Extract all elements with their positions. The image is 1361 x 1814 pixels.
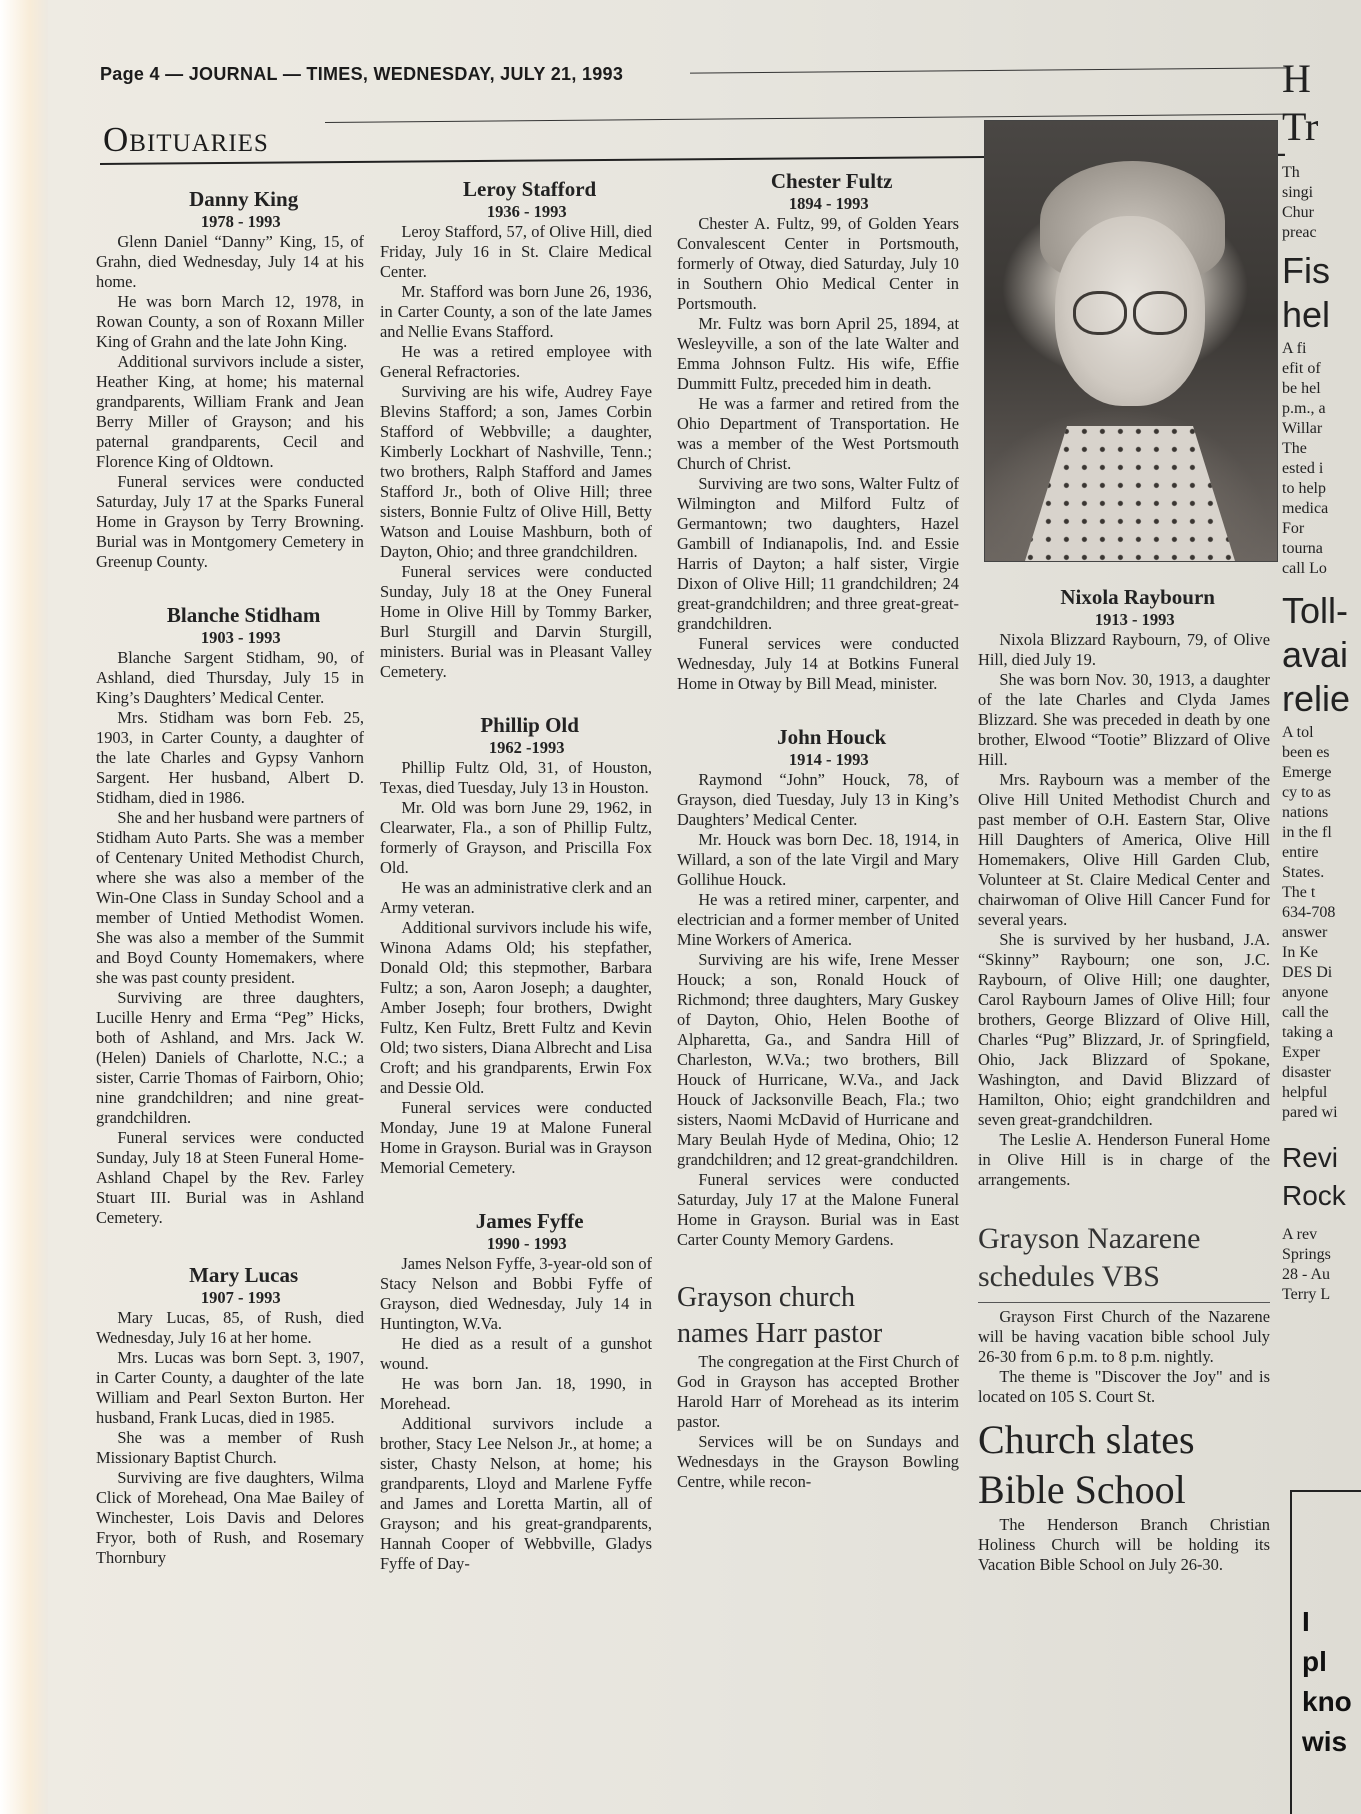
- strip-line: entire: [1282, 844, 1319, 861]
- obituary-dates: 1936 - 1993: [486, 202, 567, 221]
- obituary-paragraph: Additional survivors include his wife, Winona Adams Old; his stepfather, Donald Old; this stepmother, Barbara Fultz; a son, Aaron Joseph; a daughter, Amber Joseph; four brothers, Dwight Fultz, Ken Fultz, Brett Fultz and Kevin Old; two sisters, Diana Albrecht and Lisa Croft; and his grandparents, Erwin Fox and Dessie Old.: [380, 918, 652, 1097]
- strip-line: singi: [1282, 184, 1314, 201]
- obituary-paragraph: He was a farmer and retired from the Ohio Department of Transportation. He was a member of the West Portsmouth Church of Christ.: [677, 394, 959, 473]
- obituary-paragraph: James Nelson Fyffe, 3-year-old son of Stacy Nelson and Bobbi Fyffe of Grayson, died Wednesday, July 14 in Huntington, W.Va.: [380, 1254, 652, 1333]
- strip-line: Terry L: [1282, 1286, 1331, 1303]
- strip-line: In Ke: [1282, 944, 1318, 961]
- obituary-name: Phillip Old: [480, 713, 579, 737]
- strip-line: Toll-: [1282, 590, 1349, 631]
- strip-line: Emerge: [1282, 764, 1332, 781]
- strip-line: cy to as: [1282, 784, 1331, 801]
- obituary-paragraph: Mr. Fultz was born April 25, 1894, at Wesleyville, a son of the late Walter and Emma Johnson Fultz. His wife, Effie Dummitt Fultz, preceded him in death.: [677, 314, 959, 393]
- strip-line: The t: [1282, 884, 1316, 901]
- strip-line: A rev: [1282, 1226, 1318, 1243]
- obituary-paragraph: Mr. Houck was born Dec. 18, 1914, in Willard, a son of the late Virgil and Mary Gollihue Houck.: [677, 830, 959, 889]
- strip-line: H: [1282, 56, 1311, 101]
- box-line: I: [1302, 1606, 1310, 1637]
- strip-line: taking a: [1282, 1024, 1334, 1041]
- obituary-name: Chester Fultz: [770, 169, 893, 193]
- obituary-paragraph: Additional survivors include a brother, Stacy Lee Nelson Jr., at home; a sister, Chasty Nelson, at home; his grandparents, Lloyd and Marlene Fyffe and James and Loretta Martin, all of Grayson; and his great-grandparents, Hannah Cooper of Webbville, Gladys Fyffe of Day-: [380, 1414, 652, 1573]
- strip-line: been es: [1282, 744, 1330, 761]
- article-paragraph: The theme is "Discover the Joy" and is located on 105 S. Court St.: [978, 1367, 1270, 1406]
- obituary-paragraph: Raymond “John” Houck, 78, of Grayson, died Tuesday, July 13 in King’s Daughters’ Medical Center.: [677, 770, 959, 829]
- headline-line: Grayson Nazarene: [978, 1222, 1201, 1255]
- strip-line: A tol: [1282, 724, 1314, 741]
- obituary-dates: 1978 - 1993: [200, 212, 281, 231]
- headline-line: Bible School: [978, 1467, 1186, 1512]
- strip-line: DES Di: [1282, 964, 1333, 981]
- strip-fragment: [1282, 339, 1361, 579]
- strip-line: call Lo: [1282, 560, 1327, 577]
- obituary-paragraph: Funeral services were conducted Saturday, July 17 at the Sparks Funeral Home in Grayson by Terry Browning. Burial was in Montgomery Cemetery in Greenup County.: [96, 472, 364, 571]
- obituary: [978, 584, 1270, 1190]
- obituary: [96, 602, 364, 1228]
- obituary-paragraph: She was a member of Rush Missionary Baptist Church.: [96, 1428, 364, 1467]
- strip-line: The: [1282, 440, 1307, 457]
- obituary-paragraph: He was born Jan. 18, 1990, in Morehead.: [380, 1374, 652, 1413]
- obituary-paragraph: Mrs. Lucas was born Sept. 3, 1907, in Carter County, a daughter of the late William and Pearl Sexton Burton. Her husband, Frank Lucas, died in 1985.: [96, 1348, 364, 1427]
- strip-line: avai: [1282, 634, 1349, 675]
- strip-line: Tr: [1282, 104, 1319, 149]
- headline-line: Church slates: [978, 1417, 1195, 1462]
- strip-line: Fis: [1282, 250, 1330, 291]
- portrait-photo: [984, 120, 1278, 562]
- strip-line: efit of: [1282, 360, 1321, 377]
- strip-line: Exper: [1282, 1044, 1321, 1061]
- obituary-paragraph: He was a retired employee with General Refractories.: [380, 342, 652, 381]
- obituary-paragraph: He was an administrative clerk and an Army veteran.: [380, 878, 652, 917]
- obituary-paragraph: She is survived by her husband, J.A. “Skinny” Raybourn; one son, J.C. Raybourn, of Olive Hill; one daughter, Carol Raybourn James of Olive Hill; four brothers, George Blizzard of Olive Hill, Charles “Pug” Blizzard, Jr. of Springfield, Ohio, Jack Blizzard of Spokane, Washington, and David Blizzard of Hamilton, Ohio; eight grandchildren and seven great-grandchildren.: [978, 930, 1270, 1129]
- strip-line: be hel: [1282, 380, 1321, 397]
- page-folio: Page 4 — JOURNAL — TIMES, WEDNESDAY, JULY 21, 1993: [100, 64, 624, 84]
- obituary-dates: 1903 - 1993: [200, 628, 281, 647]
- obituary-paragraph: She and her husband were partners of Stidham Auto Parts. She was a member of Centenary United Methodist Church, where she was also a member of the Win-One Class in Sunday School and a member of Untied Methodist Women. She was also a member of the Summit and Boyd County Homemakers, where she was past county president.: [96, 808, 364, 987]
- strip-line: anyone: [1282, 984, 1329, 1001]
- obituary-paragraph: Funeral services were conducted Sunday, July 18 at Steen Funeral Home-Ashland Chapel by the Rev. Farley Stuart III. Burial was in Ashland Cemetery.: [96, 1128, 364, 1227]
- strip-fragment: [1282, 1225, 1361, 1305]
- strip-line: For: [1282, 520, 1305, 537]
- strip-line: Th: [1282, 164, 1300, 181]
- obituary: [380, 1208, 652, 1574]
- obituary-name: James Fyffe: [475, 1209, 584, 1233]
- obituary-paragraph: Mr. Old was born June 29, 1962, in Clearwater, Fla., a son of Phillip Fultz, formerly of Grayson, and Priscilla Fox Old.: [380, 798, 652, 877]
- obituary-name: Danny King: [189, 187, 299, 211]
- strip-line: disaster: [1282, 1064, 1331, 1081]
- obituary-dates: 1894 - 1993: [788, 194, 869, 213]
- photo-collar: [1025, 426, 1235, 561]
- obituary-paragraph: Blanche Sargent Stidham, 90, of Ashland, died Thursday, July 15 in King’s Daughters’ Medical Center.: [96, 648, 364, 707]
- strip-line: in the fl: [1282, 824, 1332, 841]
- obituary-dates: 1962 -1993: [488, 738, 565, 757]
- obituary-paragraph: Leroy Stafford, 57, of Olive Hill, died Friday, July 16 in St. Claire Medical Center.: [380, 222, 652, 281]
- strip-line: 28 - Au: [1282, 1266, 1330, 1283]
- obituary-paragraph: He was born March 12, 1978, in Rowan County, a son of Roxann Miller King of Grahn and the late John King.: [96, 292, 364, 351]
- article-paragraph: Services will be on Sundays and Wednesdays in the Grayson Bowling Centre, while recon-: [677, 1432, 959, 1491]
- section-title: Obituaries: [103, 120, 269, 159]
- obituary-paragraph: Additional survivors include a sister, Heather King, at home; his maternal grandparents, William Frank and Jean Berry Miller of Grayson; and his paternal grandparents, Cecil and Florence King of Oldtown.: [96, 352, 364, 471]
- headline-line: schedules VBS: [978, 1260, 1160, 1293]
- obituary-paragraph: Phillip Fultz Old, 31, of Houston, Texas, died Tuesday, July 13 in Houston.: [380, 758, 652, 797]
- strip-line: ested i: [1282, 460, 1324, 477]
- obituary-paragraph: She was born Nov. 30, 1913, a daughter of the late Charles and Clyda James Blizzard. She was preceded in death by one brother, Elwood “Tootie” Blizzard of Olive Hill.: [978, 670, 1270, 769]
- strip-line: 634-708: [1282, 904, 1336, 921]
- obituary-name: Leroy Stafford: [463, 177, 597, 201]
- obituary: [96, 1262, 364, 1568]
- article-headline: [978, 1415, 1270, 1515]
- box-line: kno: [1302, 1686, 1352, 1717]
- strip-fragment: [1282, 55, 1361, 151]
- obituary: [677, 168, 959, 694]
- strip-line: relie: [1282, 678, 1351, 719]
- obituary-paragraph: Surviving are his wife, Irene Messer Houck; a son, Ronald Houck of Richmond; three daughters, Mary Guskey of Dayton, Ohio, Helen Boothe of Alpharetta, Ga., and Sandra Hill of Charleston, W.Va.; two brothers, Bill Houck of Hurricane, W.Va., and Jack Houck of Jacksonville Beach, Fla.; two sisters, Naomi McDavid of Hurricane and Mary Beulah Hyde of Medina, Ohio; 12 grandchildren; and 12 great-grandchildren.: [677, 950, 959, 1169]
- cutoff-ad-box: [1290, 1490, 1361, 1814]
- strip-line: call the: [1282, 1004, 1329, 1021]
- obituary-paragraph: Surviving are two sons, Walter Fultz of Wilmington and Milford Fultz of Germantown; two daughters, Hazel Gambill of Indianapolis, Ind. and Essie Harris of Dayton; a half sister, Virgie Dixon of Olive Hill; 11 grandchildren; 24 great-grandchildren; and three great-great-grandchildren.: [677, 474, 959, 633]
- box-line: wis: [1302, 1726, 1348, 1757]
- strip-line: nations: [1282, 804, 1329, 821]
- strip-line: pared wi: [1282, 1104, 1338, 1121]
- obituary-name: Mary Lucas: [189, 1263, 299, 1287]
- strip-line: answer: [1282, 924, 1328, 941]
- obituary-paragraph: Chester A. Fultz, 99, of Golden Years Convalescent Center in Portsmouth, formerly of Otway, died Saturday, July 10 in Southern Ohio Medical Center in Portsmouth.: [677, 214, 959, 313]
- article-paragraph: Grayson First Church of the Nazarene will be having vacation bible school July 26-30 from 6 p.m. to 8 p.m. nightly.: [978, 1307, 1270, 1366]
- obituary: [380, 176, 652, 682]
- column-3: [677, 168, 959, 1492]
- obituary: [96, 186, 364, 572]
- strip-line: medica: [1282, 500, 1329, 517]
- obituary-paragraph: Funeral services were conducted Sunday, July 18 at the Oney Funeral Home in Olive Hill by Tommy Barker, Burl Sturgill and Darvin Sturgill, ministers. Burial was in Pleasant Valley Cemetery.: [380, 562, 652, 681]
- column-1: [96, 186, 364, 1598]
- obituary-paragraph: Funeral services were conducted Monday, June 19 at Malone Funeral Home in Grayson. Burial was in Grayson Memorial Cemetery.: [380, 1098, 652, 1177]
- obituary-paragraph: Glenn Daniel “Danny” King, 15, of Grahn, died Wednesday, July 14 at his home.: [96, 232, 364, 291]
- obituary-paragraph: He was a retired miner, carpenter, and electrician and a former member of United Mine Workers of America.: [677, 890, 959, 949]
- obituary: [380, 712, 652, 1178]
- article-bible-school: [978, 1415, 1270, 1575]
- strip-line: hel: [1282, 294, 1331, 335]
- strip-line: Chur: [1282, 204, 1314, 221]
- obituary-paragraph: Surviving are three daughters, Lucille Henry and Erma “Peg” Hicks, both of Ashland, and Mrs. Jack W. (Helen) Daniels of Charlotte, N.C.; a sister, Carrie Thomas of Fairborn, Ohio; nine grandchildren; and nine great-grandchildren.: [96, 988, 364, 1127]
- strip-fragment: [1282, 163, 1361, 243]
- obituary-paragraph: The Leslie A. Henderson Funeral Home in Olive Hill is in charge of the arrangements.: [978, 1130, 1270, 1189]
- strip-line: Willar: [1282, 420, 1323, 437]
- obituary-paragraph: He died as a result of a gunshot wound.: [380, 1334, 652, 1373]
- strip-fragment: [1282, 1139, 1361, 1215]
- folio-rule: [690, 67, 1290, 73]
- page-binding: [0, 0, 48, 1814]
- article-nazarene: [978, 1220, 1270, 1407]
- headline-line: names Harr pastor: [677, 1318, 883, 1349]
- obituary-name: Blanche Stidham: [166, 603, 321, 627]
- box-line: pl: [1302, 1646, 1327, 1677]
- column-4: [978, 584, 1270, 1575]
- strip-line: tourna: [1282, 540, 1323, 557]
- obituary: [677, 724, 959, 1250]
- obituary-dates: 1990 - 1993: [486, 1234, 567, 1253]
- obituary-dates: 1913 - 1993: [1094, 610, 1175, 629]
- strip-line: A fi: [1282, 340, 1307, 357]
- strip-fragment: [1282, 723, 1361, 1123]
- strip-line: p.m., a: [1282, 400, 1326, 417]
- strip-line: helpful: [1282, 1084, 1328, 1101]
- strip-line: Springs: [1282, 1246, 1331, 1263]
- obituary-paragraph: Funeral services were conducted Saturday, July 17 at the Malone Funeral Home in Grayson. Burial was in East Carter County Memory Gardens.: [677, 1170, 959, 1249]
- obituary-dates: 1907 - 1993: [200, 1288, 281, 1307]
- article-headline: [978, 1220, 1270, 1296]
- obituary-paragraph: Mrs. Raybourn was a member of the Olive Hill United Methodist Church and past member of O.H. Eastern Star, Olive Hill Daughters of America, Olive Hill Homemakers, Olive Hill Garden Club, Volunteer at St. Claire Medical Center and chairwoman of Olive Hill Cancer Fund for several years.: [978, 770, 1270, 929]
- article-grayson-church: [677, 1280, 959, 1492]
- strip-line: States.: [1282, 864, 1325, 881]
- headline-line: Grayson church: [677, 1282, 856, 1313]
- obituary-name: Nixola Raybourn: [1060, 585, 1215, 609]
- article-paragraph: The Henderson Branch Christian Holiness Church will be holding its Vacation Bible School on July 26-30.: [978, 1515, 1270, 1574]
- article-paragraph: The congregation at the First Church of God in Grayson has accepted Brother Harold Harr of Morehead as its interim pastor.: [677, 1352, 959, 1431]
- strip-line: Revi: [1282, 1142, 1339, 1173]
- strip-fragment: [1282, 249, 1361, 337]
- strip-line: to help: [1282, 480, 1326, 497]
- obituary-name: John Houck: [777, 725, 887, 749]
- strip-line: Rock: [1282, 1180, 1346, 1211]
- obituary-dates: 1914 - 1993: [788, 750, 869, 769]
- obituary-paragraph: Surviving are five daughters, Wilma Click of Morehead, Ona Mae Bailey of Winchester, Lois Davis and Delores Fryor, both of Rush, and Rosemary Thornbury: [96, 1468, 364, 1567]
- strip-line: preac: [1282, 224, 1317, 241]
- strip-fragment: [1282, 589, 1361, 721]
- obituary-paragraph: Nixola Blizzard Raybourn, 79, of Olive Hill, died July 19.: [978, 630, 1270, 669]
- obituary-paragraph: Mary Lucas, 85, of Rush, died Wednesday, July 16 at her home.: [96, 1308, 364, 1347]
- obituary-paragraph: Mr. Stafford was born June 26, 1936, in Carter County, a son of the late James and Nellie Evans Stafford.: [380, 282, 652, 341]
- article-headline: [677, 1280, 959, 1352]
- column-2: [380, 176, 652, 1604]
- photo-glasses: [1073, 291, 1188, 335]
- obituary-paragraph: Funeral services were conducted Wednesday, July 14 at Botkins Funeral Home in Otway by Bill Mead, minister.: [677, 634, 959, 693]
- obituary-paragraph: Surviving are his wife, Audrey Faye Blevins Stafford; a son, James Corbin Stafford of Webbville; a daughter, Kimberly Lockhart of Nashville, Tenn.; two brothers, Ralph Stafford and James Stafford Jr., both of Olive Hill; three sisters, Bonnie Fultz of Olive Hill, Betty Watson and Louise Mashburn, both of Dayton, Ohio; and three grandchildren.: [380, 382, 652, 561]
- obituary-paragraph: Mrs. Stidham was born Feb. 25, 1903, in Carter County, a daughter of the late Charles and Gypsy Vanhorn Sargent. Her husband, Albert D. Stidham, died in 1986.: [96, 708, 364, 807]
